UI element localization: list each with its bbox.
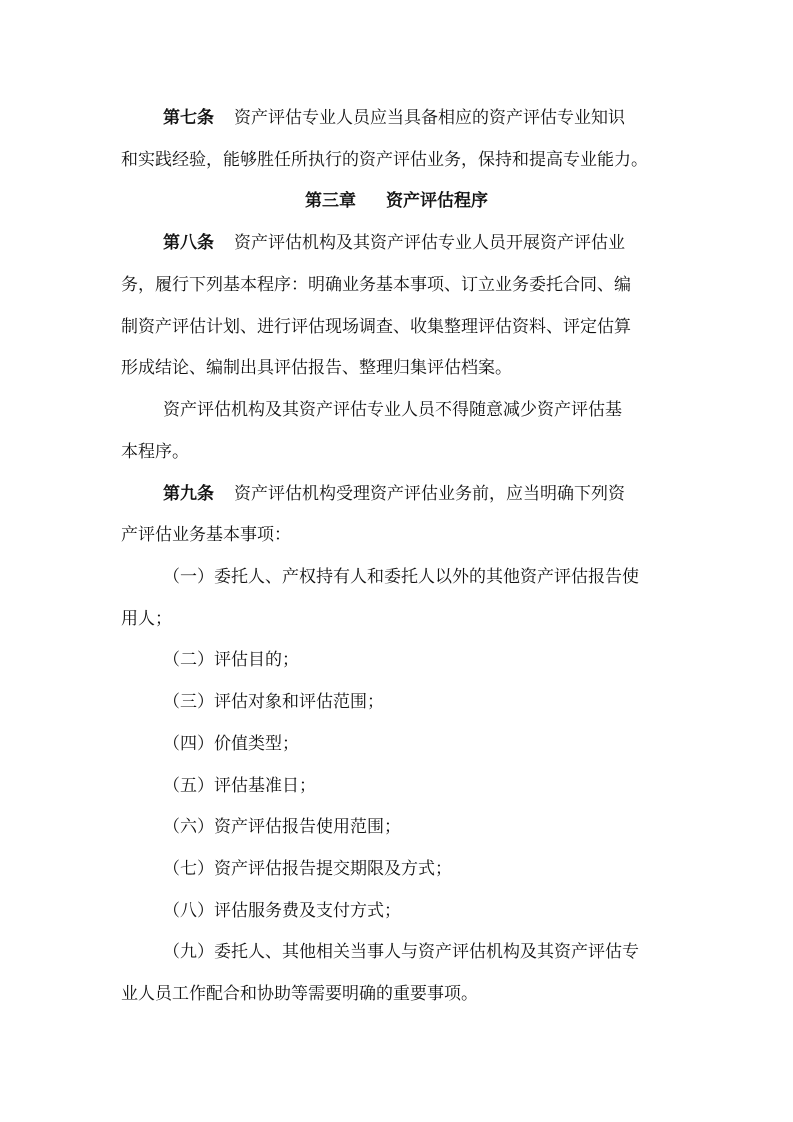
article-7-label: 第七条 [163, 108, 214, 128]
article-9-line-2: 产评估业务基本事项： [121, 525, 291, 545]
article-8-line-3: 制资产评估计划、进行评估现场调查、收集整理评估资料、评定估算 [121, 317, 631, 337]
article-8-line-2: 务，履行下列基本程序：明确业务基本事项、订立业务委托合同、编 [121, 275, 631, 295]
list-item-5: （五）评估基准日； [163, 776, 316, 796]
article-9-label: 第九条 [163, 484, 214, 504]
article-8-para-2-line-1: 资产评估机构及其资产评估专业人员不得随意减少资产评估基 [163, 400, 622, 420]
list-item-7: （七）资产评估报告提交期限及方式； [163, 859, 452, 879]
article-7-line-1 [163, 106, 681, 130]
article-8-text-1: 资产评估机构及其资产评估专业人员开展资产评估业 [234, 233, 625, 253]
list-item-4: （四）价值类型； [163, 734, 299, 754]
article-9-line-1 [163, 482, 681, 506]
list-item-1-line-2: 用人； [121, 609, 172, 629]
list-item-6: （六）资产评估报告使用范围； [163, 817, 401, 837]
list-item-1-line-1: （一）委托人、产权持有人和委托人以外的其他资产评估报告使 [163, 567, 639, 587]
article-8-para-2-line-2: 本程序。 [121, 442, 189, 462]
article-7-text-1: 资产评估专业人员应当具备相应的资产评估专业知识 [234, 108, 625, 128]
article-8-line-1 [163, 231, 681, 255]
list-item-8: （八）评估服务费及支付方式； [163, 901, 401, 921]
article-9-text-1: 资产评估机构受理资产评估业务前，应当明确下列资 [234, 484, 625, 504]
list-item-2: （二）评估目的； [163, 650, 299, 670]
chapter-3-heading [0, 189, 793, 213]
list-item-3: （三）评估对象和评估范围； [163, 692, 384, 712]
list-item-9-line-2: 业人员工作配合和协助等需要明确的重要事项。 [121, 984, 478, 1004]
chapter-3-number: 第三章 [305, 191, 356, 211]
article-8-line-4: 形成结论、编制出具评估报告、整理归集评估档案。 [121, 358, 512, 378]
article-8-label: 第八条 [163, 233, 214, 253]
list-item-9-line-1: （九）委托人、其他相关当事人与资产评估机构及其资产评估专 [163, 942, 639, 962]
article-7-line-2: 和实践经验，能够胜任所执行的资产评估业务，保持和提高专业能力。 [121, 150, 648, 170]
chapter-3-title: 资产评估程序 [386, 191, 488, 211]
